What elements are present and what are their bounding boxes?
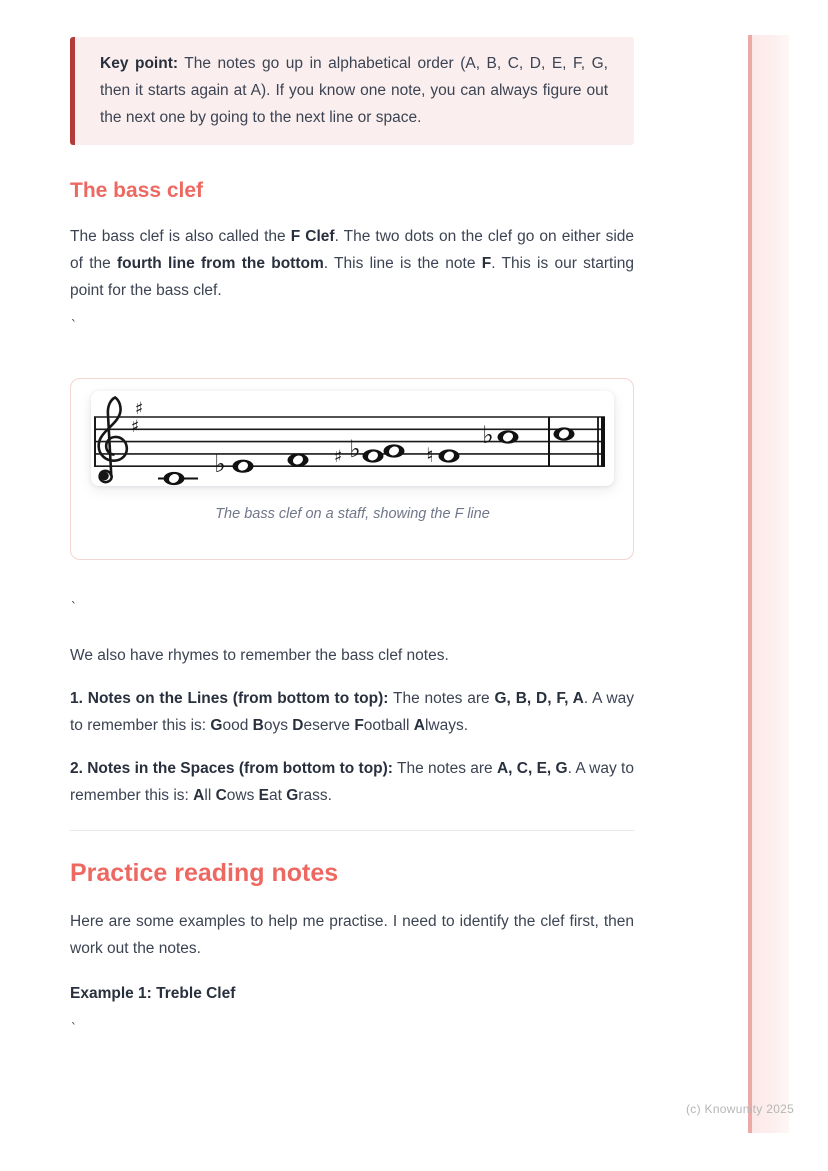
accidental-glyph: ♭ [349, 435, 361, 463]
document-content [70, 0, 634, 1039]
whole-note [233, 460, 254, 473]
key-point-callout [70, 37, 634, 145]
section-divider [70, 830, 634, 831]
bass-clef-intro: The bass clef is also called the F Clef. The two dots on the clef go on either side of the fourth line from the bottom. This line is the note F. This is our starting point for the bass clef. [70, 228, 635, 299]
accidental-glyph: ♯ [134, 399, 144, 419]
whole-note [554, 427, 575, 440]
section-heading-practice: Practice reading notes [70, 859, 339, 887]
section-heading-bass-clef: The bass clef [70, 179, 204, 202]
figure-caption: The bass clef on a staff, showing the F line [215, 506, 490, 522]
figure-box [70, 378, 634, 560]
accidental-glyph: ♭ [482, 421, 494, 449]
staff-image [91, 391, 614, 486]
staff-svg [91, 391, 614, 486]
whole-note [363, 449, 384, 462]
accidental-glyph: ♯ [130, 417, 140, 437]
rhyme-spaces: 2. Notes in the Spaces (from bottom to top): The notes are A, C, E, G. A way to remember this is: All Cows Eat Grass. [70, 760, 634, 804]
practice-intro: Here are some examples to help me practise. I need to identify the clef first, then work out the notes. [70, 913, 634, 957]
stray-backtick-2: ` [70, 601, 78, 616]
rhymes-lead: We also have rhymes to remember the bass clef notes. [70, 647, 449, 664]
stray-backtick-1: ` [70, 319, 78, 334]
treble-clef-icon [99, 398, 127, 483]
stray-backtick-3: ` [70, 1022, 78, 1037]
example-title: Example 1: Treble Clef [70, 985, 236, 1002]
copyright-watermark: (c) Knowunity 2025 [686, 1102, 795, 1116]
accidental-glyph: ♭ [214, 450, 226, 478]
key-point-text: Key point: The notes go up in alphabetical order (A, B, C, D, E, F, G, then it starts again at A). If you know one note, you can always figure out the next one by going to the next line or space. [100, 55, 608, 126]
whole-note [288, 453, 309, 466]
accidental-glyph: ♮ [426, 443, 434, 467]
accidental-glyph: ♯ [333, 447, 343, 467]
whole-note [164, 472, 185, 485]
whole-note [439, 449, 460, 462]
rhyme-lines: 1. Notes on the Lines (from bottom to top): The notes are G, B, D, F, A. A way to remember this is: Good Boys Deserve Football Always. [70, 690, 634, 734]
page-edge-strip [748, 35, 789, 1133]
whole-note [498, 430, 519, 443]
whole-note [384, 444, 405, 457]
